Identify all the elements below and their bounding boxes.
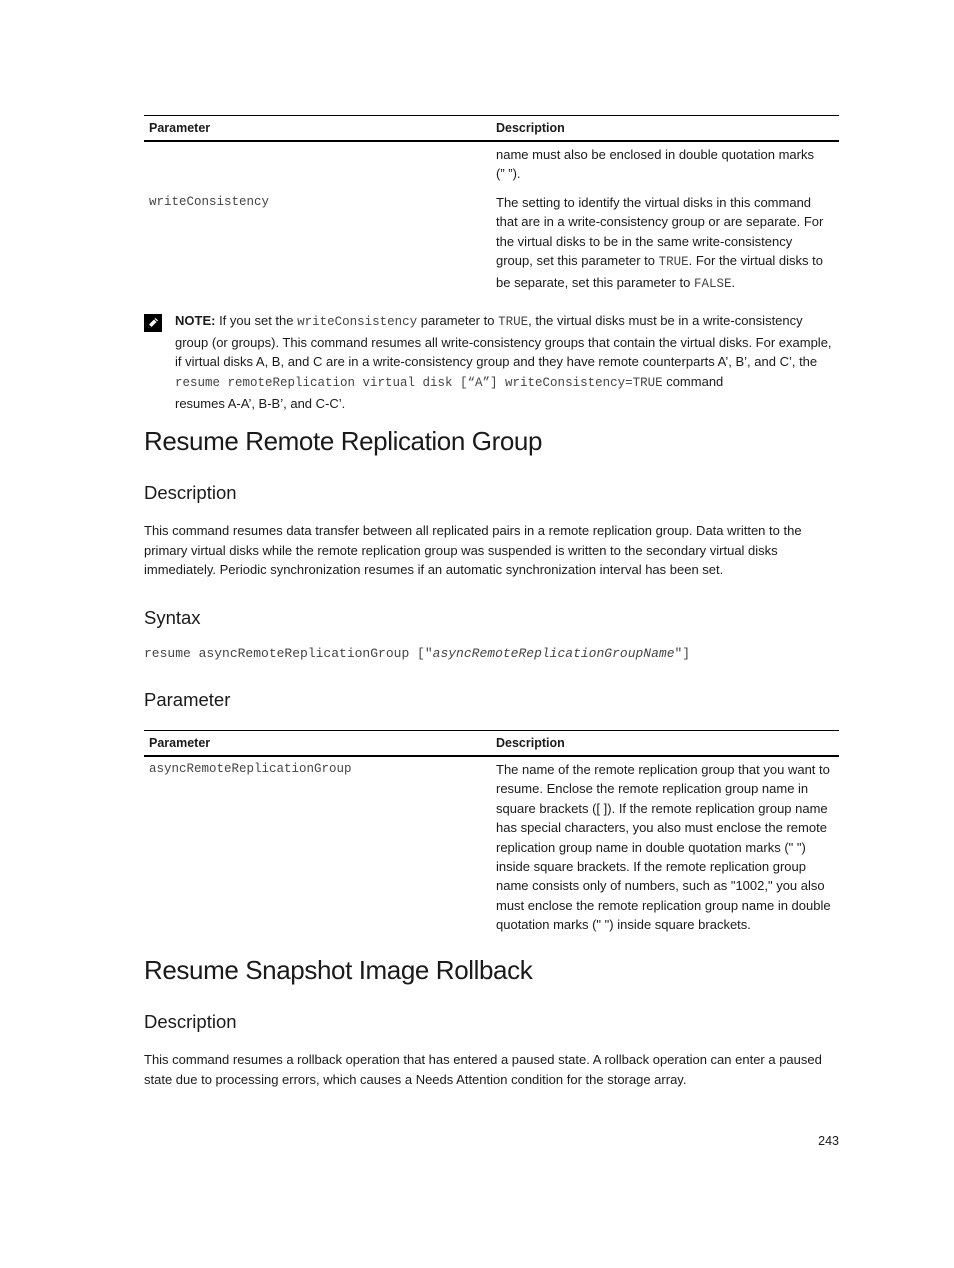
text: command — [662, 374, 724, 390]
async-group-desc — [496, 760, 836, 935]
table-header — [144, 115, 839, 142]
description-heading: Description — [144, 482, 237, 503]
desc-line: has special characters, you also must enclose the remote — [496, 820, 827, 836]
note-line: resumes A-A’, B-B’, and C-C’. — [175, 395, 346, 411]
header-description: Description — [496, 121, 565, 135]
pencil-note-icon — [144, 314, 162, 332]
note-line: if virtual disks A, B, and C are in a write-consistency group and they have remote counterparts A’, B’, and C’, the — [175, 354, 818, 370]
desc-line: resume. Enclose the remote replication group name in — [496, 781, 809, 797]
desc-line: must enclose the remote replication group name in double — [496, 897, 831, 913]
section-title-resume-remote-replication-group: Resume Remote Replication Group — [144, 426, 543, 456]
param-write-consistency: writeConsistency — [149, 195, 270, 209]
desc-line: (” ”). — [496, 166, 521, 182]
code-true: TRUE — [658, 255, 689, 270]
note-text — [175, 311, 839, 414]
write-consistency-desc — [496, 193, 836, 294]
desc-line: The name of the remote replication group that you want to — [496, 762, 830, 777]
code: resume asyncRemoteReplicationGroup [" — [144, 646, 433, 661]
para-line: This command resumes data transfer between all replicated pairs in a remote replication group. Data written to the — [144, 523, 802, 538]
desc-line: the virtual disks to be in the same write-consistency — [496, 233, 793, 249]
desc-line: name must also be enclosed in double quotation marks — [496, 147, 814, 162]
desc-line: inside square brackets. If the remote replication group — [496, 859, 807, 875]
desc-line: The setting to identify the virtual disks in this command — [496, 195, 812, 210]
desc-line: that are in a write-consistency group or are separate. For — [496, 214, 824, 230]
desc-line — [496, 273, 836, 294]
section-title-resume-snapshot-image-rollback: Resume Snapshot Image Rollback — [144, 955, 533, 985]
para-line: immediately. Periodic synchronization resumes if an automatic synchronization interval has been set. — [144, 562, 724, 578]
desc-line: quotation marks (" ") inside square brackets. — [496, 917, 751, 933]
parameter-heading: Parameter — [144, 689, 231, 710]
table-row-continued-desc — [496, 145, 836, 184]
text: . For the virtual disks to — [688, 253, 823, 269]
text: . — [731, 274, 736, 290]
description-paragraph — [144, 1050, 839, 1089]
header-parameter: Parameter — [149, 121, 211, 135]
text: be separate, set this parameter to — [496, 274, 694, 290]
param-async-remote-replication-group: asyncRemoteReplicationGroup — [149, 762, 352, 776]
desc-line — [496, 251, 836, 272]
code: TRUE — [498, 315, 529, 329]
syntax-code — [144, 646, 690, 661]
para-line: state due to processing errors, which causes a Needs Attention condition for the storage array. — [144, 1071, 687, 1087]
text: , the virtual disks must be in a write-consistency — [528, 313, 803, 328]
table-header — [144, 730, 839, 757]
note-label: NOTE: — [175, 313, 216, 328]
note-line — [175, 311, 839, 333]
desc-line: square brackets ([ ]). If the remote replication group name — [496, 800, 828, 816]
code-false: FALSE — [694, 276, 732, 291]
header-description: Description — [496, 736, 565, 750]
text: If you set the — [215, 313, 298, 328]
code: "] — [674, 646, 691, 661]
code: resume remoteReplication virtual disk [“A”] writeConsistency=TRUE — [175, 376, 663, 391]
text: group, set this parameter to — [496, 253, 659, 269]
note-line — [175, 372, 839, 394]
description-heading: Description — [144, 1011, 237, 1032]
page-number: 243 — [818, 1134, 839, 1148]
desc-line: replication group name in double quotation marks (" ") — [496, 839, 806, 855]
para-line: This command resumes a rollback operation that has entered a paused state. A rollback operation can enter a paused — [144, 1052, 822, 1067]
description-paragraph — [144, 521, 839, 580]
text: parameter to — [417, 313, 499, 328]
para-line: primary virtual disks while the remote replication group was suspended is written to the secondary virtual disks — [144, 542, 778, 558]
code-placeholder: asyncRemoteReplicationGroupName — [432, 646, 675, 661]
code: writeConsistency — [297, 315, 418, 329]
note-line: group (or groups). This command resumes all write-consistency groups that contain the virtual disks. For example, — [175, 334, 832, 350]
desc-line: name consists only of numbers, such as "1002," you also — [496, 878, 825, 894]
syntax-heading: Syntax — [144, 607, 201, 628]
header-parameter: Parameter — [149, 736, 211, 750]
